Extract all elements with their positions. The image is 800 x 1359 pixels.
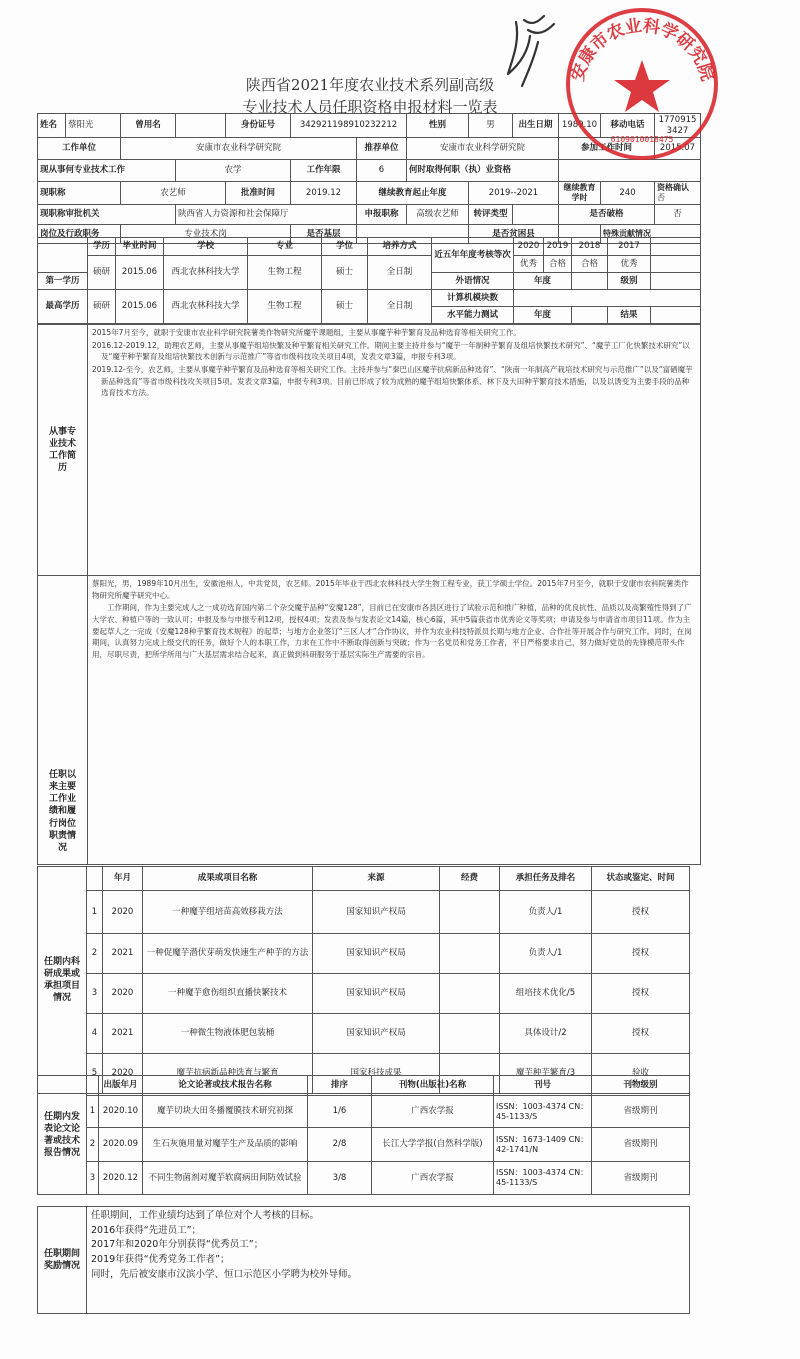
recommend-label: 推荐单位 — [357, 138, 407, 160]
history-content — [88, 325, 701, 576]
edu2-major: 生物工程 — [248, 290, 322, 324]
project-no: 2 — [87, 934, 103, 974]
paper-rank: 1/6 — [308, 1096, 372, 1128]
birth-label: 出生日期 — [513, 114, 559, 138]
project-status: 授权 — [592, 974, 690, 1014]
projects-header-source: 来源 — [313, 867, 440, 891]
edu-years-value: 2019--2021 — [469, 182, 559, 205]
paper-no: 1 — [87, 1096, 99, 1128]
paper-journal: 广西农学报 — [372, 1096, 494, 1128]
join-value: 2015.07 — [655, 138, 701, 160]
project-source: 国家知识产权局 — [313, 974, 440, 1014]
edu2-mode: 全日制 — [368, 290, 432, 324]
project-name: 一种促魔芋潜伏芽萌发快速生产种芋的方法 — [143, 934, 313, 974]
project-no: 3 — [87, 974, 103, 1014]
project-source: 国家知识产权局 — [313, 891, 440, 934]
grassroots-label: 是否基层 — [291, 225, 357, 244]
lang-label: 外语情况 — [432, 273, 514, 290]
project-status: 授权 — [592, 891, 690, 934]
project-fund — [440, 974, 500, 1014]
project-role: 负责人/1 — [500, 934, 592, 974]
edu-header-degree: 学历 — [88, 238, 116, 256]
edu2-date: 2015.06 — [116, 290, 164, 324]
projects-header-role: 承担任务及排名 — [500, 867, 592, 891]
lang-level-value — [651, 273, 701, 290]
assessment-result-4: 优秀 — [608, 256, 651, 273]
performance-content — [88, 576, 701, 865]
paper-date: 2020.09 — [99, 1128, 143, 1162]
approve-label: 批准时间 — [226, 182, 291, 205]
projects-header-year: 年月 — [103, 867, 143, 891]
edu1-label: 第一学历 — [38, 273, 88, 290]
title-value: 农艺师 — [121, 182, 226, 205]
seal-code: 6109010018475 — [610, 135, 674, 144]
performance-paragraph-1: 蔡阳光，男，1989年10月出生，安徽池州人，中共党员，农艺师。2015年毕业于西北农林科技大学生物工程专业，获工学硕士学位。2015年7月至今，就职于安康市农科院薯类作物研究所魔芋研究中心。 — [92, 579, 689, 600]
table-row — [38, 891, 690, 934]
unit-label: 工作单位 — [38, 138, 121, 160]
recommend-value: 安康市农业科学研究院 — [407, 138, 559, 160]
project-source: 国家知识产权局 — [313, 934, 440, 974]
paper-date: 2020.10 — [99, 1096, 143, 1128]
performance-paragraph-2: 工作期间，作为主要完成人之一成功选育国内第二个杂交魔芋品种“安魔128”，目前已在安康市各县区进行了试验示范和推广种植，品种的优良抗性、品质以及高繁殖性得到了广大学农、种植户等的一致认可；申报及参与申报专利12项，授权4项；发表及参与发表论文14篇，核心6篇，其中5篇获省市优秀论文等奖项；申请及参与申请省市项目11项。作为主要起草人之一完成《安魔128种芋繁育技术规程》的起草；与地方企业签订“三区人才”合作协议，并作为农业科技特派员长期与地方企业、合作社等开展合作与研究工作。同时，在岗期间，认真努力完成上级交代的任务，做好个人的本职工作，力求在工作中不断取得创新与突破；作为一名党员和党务工作者，平日严格要求自己，努力做好党员的先锋模范带头作用，尽职尽责，把所学所用与广大基层需求结合起来，真正做到科研服务于基层实际生产需要的宗旨。 — [92, 603, 692, 659]
confirm-value: 否 — [657, 193, 665, 203]
awards-table — [37, 1206, 690, 1314]
history-paragraph-2: 2016.12-2019.12，助理农艺师，主要从事魔芋组培快繁及种芋繁育相关研究工作。期间主要主持并参与“魔芋一年制种芋繁育及组培快繁技术研究”、“魔芋工厂化快繁技术研究”以及“魔芋种芋繁育及组培快繁技术创新与示范推广”等省市级科技攻关项目4项，发表文章3篇，申报专利3项。 — [92, 340, 690, 362]
lang-level-label: 级别 — [608, 273, 651, 290]
document-title-line2: 专业技术人员任职资格申报材料一览表 — [242, 98, 498, 116]
post-label: 岗位及行政职务 — [38, 225, 121, 244]
edu-hours-value: 240 — [601, 182, 655, 205]
edu-years-label: 继续教育起止年度 — [357, 182, 469, 205]
field-value: 农学 — [176, 160, 291, 182]
paper-issn: ISSN：1673-1409 CN：42-1741/N — [494, 1128, 592, 1162]
papers-header-name: 论文论著或技术报告名称 — [143, 1076, 308, 1096]
edu2-school: 西北农林科技大学 — [164, 290, 248, 324]
project-source: 国家科技成果 — [313, 1054, 440, 1094]
level-result-value — [651, 307, 701, 324]
confirm-cell — [655, 182, 701, 205]
id-value: 342921198910232212 — [291, 114, 407, 138]
lang-year-label: 年度 — [514, 273, 572, 290]
project-no: 4 — [87, 1014, 103, 1054]
approve-value: 2019.12 — [291, 182, 357, 205]
awards-label: 任职期间奖励情况 — [38, 1207, 87, 1314]
computer-value — [514, 290, 701, 307]
table-row — [38, 1014, 690, 1054]
paper-level: 省级期刊 — [592, 1096, 690, 1128]
project-role: 具体设计/2 — [500, 1014, 592, 1054]
paper-level: 省级期刊 — [592, 1128, 690, 1162]
assessment-blank-2 — [651, 256, 701, 273]
edu1-date: 2015.06 — [116, 256, 164, 290]
history-paragraph-3: 2019.12-至今，农艺师，主要从事魔芋种芋繁育及品种选育等相关研究工作。主持并参与“秦巴山区魔芋抗病新品种选育”、“陕南一年制高产栽培技术研究与示范推广”以及“富硒魔芋新品种选育”等省市级科技攻关项目5项。发表文章3篇，申报专利3项。目前已形成了较为成熟的魔芋组培快繁体系、林下及大田种芋繁育技术措施，以及以诱变为主要手段的品种选育技术方法。 — [92, 364, 693, 398]
special-label: 特殊贡献情况 — [603, 229, 651, 239]
edu-header-date: 毕业时间 — [116, 238, 164, 256]
paper-name: 不同生物菌剂对魔芋软腐病田间防效试验 — [143, 1162, 308, 1195]
field-label: 现从事何专业技术工作 — [38, 160, 176, 182]
performance-label: 任职以来主要工作业绩和履行岗位职责情况 — [38, 576, 88, 865]
edu1-school: 西北农林科技大学 — [164, 256, 248, 290]
papers-no-header — [87, 1076, 99, 1096]
former-name-value — [176, 114, 226, 138]
sex-value: 男 — [469, 114, 513, 138]
project-year: 2020 — [103, 891, 143, 934]
table-row — [38, 1162, 690, 1195]
projects-label: 任期内科研成果或承担项目情况 — [38, 867, 87, 1094]
edu2-degree: 硕研 — [88, 290, 116, 324]
project-status: 授权 — [592, 1014, 690, 1054]
assessment-result-2: 合格 — [544, 256, 572, 273]
authority-label: 现职称审批机关 — [38, 205, 176, 225]
history-paragraph-1: 2015年7月至今，就职于安康市农业科学研究院薯类作物研究所魔芋课题组，主要从事魔芋种芋繁育及品种选育等相关研究工作。 — [92, 328, 521, 337]
computer-label: 计算机模块数 — [432, 290, 514, 307]
project-status: 授权 — [592, 934, 690, 974]
assessment-blank — [651, 238, 701, 256]
years-value: 6 — [357, 160, 407, 182]
name-value: 蔡阳光 — [66, 114, 121, 138]
paper-rank: 2/8 — [308, 1128, 372, 1162]
awards-content — [87, 1207, 690, 1314]
project-status: 验收 — [592, 1054, 690, 1094]
edu1-deg: 硕士 — [322, 256, 368, 290]
paper-no: 3 — [87, 1162, 99, 1195]
lang-year-value — [572, 273, 608, 290]
seal-text: 安康市农业科学研究院 — [567, 16, 718, 84]
qual-value — [559, 160, 701, 182]
poor-label: 是否贫困县 — [469, 225, 559, 244]
award-line: 同时，先后被安康市汉滨小学、恒口示范区小学聘为校外导师。 — [91, 1268, 358, 1280]
projects-header-fund: 经费 — [440, 867, 500, 891]
project-no: 5 — [87, 1054, 103, 1094]
assessment-result-1: 优秀 — [514, 256, 544, 273]
unit-value: 安康市农业科学研究院 — [121, 138, 357, 160]
papers-header-level: 刊物级别 — [592, 1076, 690, 1096]
paper-issn: ISSN：1003-4374 CN：45-1133/S — [494, 1096, 592, 1128]
papers-header-journal: 刊物(出版社)名称 — [372, 1076, 494, 1096]
projects-no-header — [87, 867, 103, 891]
level-test-label: 水平能力测试 — [432, 307, 514, 324]
edu-hours-label: 继续教育学时 — [559, 182, 601, 205]
project-year: 2021 — [103, 934, 143, 974]
project-source: 国家知识产权局 — [313, 1014, 440, 1054]
assessment-result-3: 合格 — [572, 256, 608, 273]
exempt-label: 是否破格 — [559, 205, 655, 225]
paper-no: 2 — [87, 1128, 99, 1162]
name-label: 姓名 — [38, 114, 66, 138]
project-year: 2020 — [103, 1054, 143, 1094]
edu2-label: 最高学历 — [38, 290, 88, 324]
history-label: 从事专业技术工作简历 — [38, 325, 88, 576]
post-value: 专业技术岗 — [121, 225, 291, 244]
projects-table — [37, 866, 690, 1094]
award-line: 2016年获得“先进员工”； — [91, 1224, 202, 1236]
id-label: 身份证号 — [226, 114, 291, 138]
project-fund — [440, 1014, 500, 1054]
papers-header-issn: 刊号 — [494, 1076, 592, 1096]
join-label: 参加工作时间 — [559, 138, 655, 160]
assessment-year-4: 2017 — [608, 238, 651, 256]
assessment-year-2: 2019 — [544, 238, 572, 256]
paper-date: 2020.12 — [99, 1162, 143, 1195]
papers-header-rank: 排序 — [308, 1076, 372, 1096]
award-line: 2017年和2020年分别获得“优秀员工”； — [91, 1239, 264, 1251]
paper-journal: 广西农学报 — [372, 1162, 494, 1195]
project-fund — [440, 891, 500, 934]
transfer-value — [513, 205, 559, 225]
transfer-label: 转评类型 — [469, 205, 513, 225]
level-year-label: 年度 — [514, 307, 572, 324]
edu-header-school: 学校 — [164, 238, 248, 256]
project-name: 一种魔芋愈伤组织直播快繁技术 — [143, 974, 313, 1014]
project-role: 魔芋种芋繁育/3 — [500, 1054, 592, 1094]
apply-label: 申报职称 — [357, 205, 407, 225]
level-year-value — [572, 307, 608, 324]
project-name: 魔芋抗病新品种选育与繁育 — [143, 1054, 313, 1094]
paper-issn: ISSN：1003-4374 CN：45-1133/S — [494, 1162, 592, 1195]
assessment-year-3: 2018 — [572, 238, 608, 256]
years-label: 工作年限 — [291, 160, 357, 182]
project-year: 2020 — [103, 974, 143, 1014]
award-line: 2019年获得“优秀党务工作者”； — [91, 1254, 230, 1266]
project-name: 一种微生物液体肥包装桶 — [143, 1014, 313, 1054]
basic-info-table — [37, 113, 701, 244]
apply-value: 高级农艺师 — [407, 205, 469, 225]
award-line: 任职期间，工作业绩均达到了单位对个人考核的目标。 — [91, 1210, 320, 1221]
papers-header-date: 出版年月 — [99, 1076, 143, 1096]
edu2-deg: 硕士 — [322, 290, 368, 324]
papers-label: 任期内发表论文论著或技术报告情况 — [38, 1076, 87, 1195]
title-label: 现职称 — [38, 182, 121, 205]
table-row — [38, 1096, 690, 1128]
authority-value: 陕西省人力资源和社会保障厅 — [176, 205, 357, 225]
edu-header-deg: 学位 — [322, 238, 368, 256]
project-role: 负责人/1 — [500, 891, 592, 934]
papers-table — [37, 1075, 690, 1195]
document-title-line1: 陕西省2021年度农业技术系列副高级 — [245, 76, 495, 94]
edu1-degree: 硕研 — [88, 256, 116, 290]
education-table — [37, 237, 701, 324]
paper-name: 生石灰施用量对魔芋生产及品质的影响 — [143, 1128, 308, 1162]
paper-journal: 长江大学学报(自然科学版) — [372, 1128, 494, 1162]
birth-value: 1989.10 — [559, 114, 601, 138]
paper-level: 省级期刊 — [592, 1162, 690, 1195]
table-row — [38, 974, 690, 1014]
phone-label: 移动电话 — [601, 114, 655, 138]
edu1-major: 生物工程 — [248, 256, 322, 290]
edu-corner — [38, 238, 88, 273]
confirm-label: 资格确认 — [657, 183, 689, 193]
table-row — [38, 934, 690, 974]
project-no: 1 — [87, 891, 103, 934]
paper-rank: 3/8 — [308, 1162, 372, 1195]
level-result-label: 结果 — [608, 307, 651, 324]
edu-header-mode: 培养方式 — [368, 238, 432, 256]
phone-value: 17709153427 — [655, 114, 701, 138]
assessment-label: 近五年年度考核等次 — [432, 238, 514, 273]
project-year: 2021 — [103, 1014, 143, 1054]
work-history-table — [37, 324, 701, 865]
paper-name: 魔芋切块大田冬播覆膜技术研究初探 — [143, 1096, 308, 1128]
qual-label: 何时取得何职（执）业资格 — [407, 160, 559, 182]
assessment-year-1: 2020 — [514, 238, 544, 256]
projects-header-name: 成果或项目名称 — [143, 867, 313, 891]
projects-header-status: 状态或鉴定、时间 — [592, 867, 690, 891]
edu-header-major: 专业 — [248, 238, 322, 256]
project-name: 一种魔芋组培苗高效移栽方法 — [143, 891, 313, 934]
project-fund — [440, 934, 500, 974]
project-role: 组培技术优化/5 — [500, 974, 592, 1014]
former-name-label: 曾用名 — [121, 114, 176, 138]
exempt-value: 否 — [655, 205, 701, 225]
edu1-mode: 全日制 — [368, 256, 432, 290]
table-row — [38, 1128, 690, 1162]
sex-label: 性别 — [407, 114, 469, 138]
